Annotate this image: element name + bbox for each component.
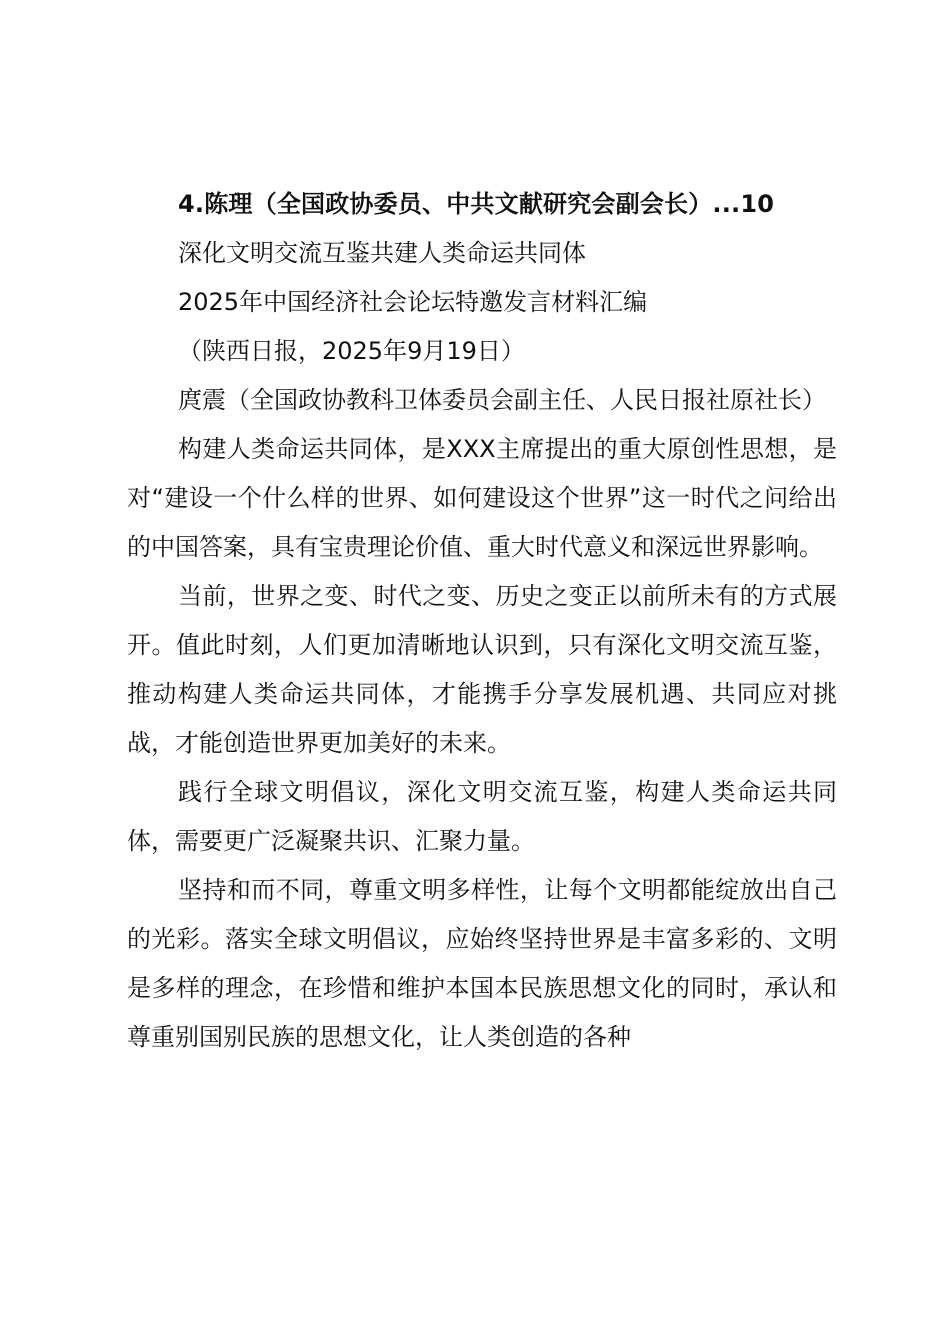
document-body (127, 180, 837, 1062)
body-paragraph-1: 构建人类命运共同体，是XXX主席提出的重大原创性思想，是对“建设一个什么样的世界、如何建设这个世界”这一时代之问给出的中国答案，具有宝贵理论价值、重大时代意义和深远世界影响。 (127, 435, 837, 561)
body-paragraph-4: 坚持和而不同，尊重文明多样性，让每个文明都能绽放出自己的光彩。落实全球文明倡议，应始终坚持世界是丰富多彩的、文明是多样的理念，在珍惜和维护本国本民族思想文化的同时，承认和尊重别国别民族的思想文化，让人类创造的各种 (127, 876, 837, 1051)
body-paragraph-3: 践行全球文明倡议，深化文明交流互鉴，构建人类命运共同体，需要更广泛凝聚共识、汇聚力量。 (127, 778, 837, 855)
article-author: 庹震（全国政协教科卫体委员会副主任、人民日报社原社长） (178, 386, 826, 414)
body-paragraph-2: 当前，世界之变、时代之变、历史之变正以前所未有的方式展开。值此时刻，人们更加清晰地认识到，只有深化文明交流互鉴，推动构建人类命运共同体，才能携手分享发展机遇、共同应对挑战，才能创造世界更加美好的未来。 (127, 582, 837, 757)
article-source: （陕西日报，2025年9月19日） (178, 337, 525, 365)
toc-entry: 4.陈理（全国政协委员、中共文献研究会副会长）...10 (178, 190, 775, 218)
article-title: 深化文明交流互鉴共建人类命运共同体 (178, 239, 586, 267)
collection-title: 2025年中国经济社会论坛特邀发言材料汇编 (178, 288, 648, 316)
